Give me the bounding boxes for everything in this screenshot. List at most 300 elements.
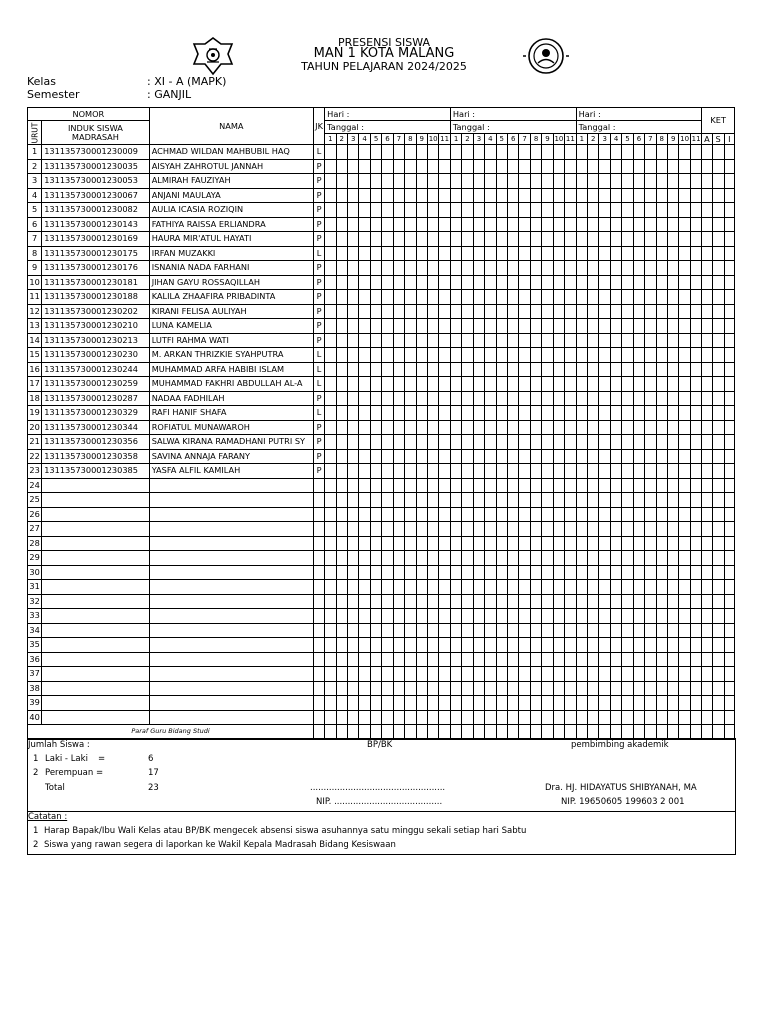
attendance-cell (622, 435, 633, 450)
attendance-cell (462, 159, 473, 174)
attendance-cell (553, 145, 564, 160)
paraf-cell (450, 725, 461, 740)
attendance-cell (702, 232, 712, 247)
attendance-cell (553, 203, 564, 218)
attendance-cell (656, 246, 667, 261)
attendance-cell (633, 217, 644, 232)
attendance-cell (656, 478, 667, 493)
attendance-cell (565, 290, 577, 305)
attendance-cell (656, 362, 667, 377)
attendance-cell (599, 681, 610, 696)
student-name (149, 507, 313, 522)
attendance-cell (325, 159, 336, 174)
attendance-cell (370, 652, 381, 667)
attendance-cell (553, 580, 564, 595)
paraf-cell (610, 725, 621, 740)
pembimbing-label: pembimbing akademik (571, 740, 669, 750)
attendance-cell (427, 246, 438, 261)
attendance-cell (668, 536, 679, 551)
attendance-cell (336, 333, 347, 348)
attendance-cell (336, 304, 347, 319)
attendance-cell (336, 696, 347, 711)
student-no: 6 (28, 217, 42, 232)
attendance-cell (359, 449, 370, 464)
attendance-cell (542, 275, 553, 290)
student-nis: 131135730001230385 (42, 464, 150, 479)
attendance-cell (473, 551, 484, 566)
attendance-cell (542, 362, 553, 377)
day-number: 8 (405, 134, 416, 145)
paraf-cell (724, 725, 734, 740)
attendance-cell (416, 464, 427, 479)
attendance-cell (645, 551, 656, 566)
attendance-cell (576, 696, 587, 711)
attendance-cell (485, 420, 496, 435)
attendance-cell (370, 696, 381, 711)
attendance-cell (656, 420, 667, 435)
attendance-cell (702, 261, 712, 276)
attendance-cell (325, 667, 336, 682)
attendance-cell (439, 493, 451, 508)
attendance-cell (519, 304, 530, 319)
attendance-cell (348, 580, 359, 595)
student-nis: 131135730001230210 (42, 319, 150, 334)
attendance-cell (668, 681, 679, 696)
student-name (149, 522, 313, 537)
attendance-cell (542, 710, 553, 725)
attendance-cell (702, 580, 712, 595)
attendance-cell (496, 609, 507, 624)
student-nis: 131135730001230181 (42, 275, 150, 290)
attendance-cell (668, 188, 679, 203)
attendance-cell (519, 594, 530, 609)
day-number: 9 (542, 134, 553, 145)
paraf-cell (565, 725, 577, 740)
student-jk (314, 623, 325, 638)
attendance-cell (576, 435, 587, 450)
attendance-cell (679, 696, 690, 711)
attendance-cell (702, 348, 712, 363)
attendance-cell (553, 217, 564, 232)
attendance-cell (393, 623, 404, 638)
attendance-cell (405, 159, 416, 174)
attendance-cell (553, 290, 564, 305)
attendance-cell (519, 420, 530, 435)
attendance-cell (439, 696, 451, 711)
student-jk: P (314, 188, 325, 203)
attendance-cell (679, 580, 690, 595)
attendance-cell (462, 348, 473, 363)
attendance-cell (588, 406, 599, 421)
attendance-cell (393, 246, 404, 261)
paraf-cell (314, 725, 325, 740)
attendance-cell (668, 464, 679, 479)
attendance-cell (496, 478, 507, 493)
attendance-cell (439, 362, 451, 377)
attendance-cell (359, 681, 370, 696)
attendance-cell (336, 667, 347, 682)
attendance-cell (519, 435, 530, 450)
attendance-cell (325, 710, 336, 725)
attendance-cell (542, 290, 553, 305)
attendance-cell (702, 551, 712, 566)
attendance-cell (565, 609, 577, 624)
attendance-cell (656, 638, 667, 653)
attendance-cell (542, 261, 553, 276)
attendance-cell (496, 145, 507, 160)
attendance-cell (690, 435, 702, 450)
student-no: 19 (28, 406, 42, 421)
attendance-cell (599, 406, 610, 421)
attendance-cell (588, 333, 599, 348)
student-jk (314, 580, 325, 595)
attendance-cell (645, 449, 656, 464)
attendance-cell (473, 420, 484, 435)
attendance-cell (393, 580, 404, 595)
attendance-cell (702, 420, 712, 435)
attendance-cell (382, 188, 393, 203)
attendance-cell (325, 246, 336, 261)
attendance-cell (679, 652, 690, 667)
attendance-cell (712, 507, 724, 522)
attendance-cell (485, 522, 496, 537)
attendance-cell (679, 507, 690, 522)
attendance-cell (348, 464, 359, 479)
attendance-cell (565, 203, 577, 218)
attendance-cell (633, 145, 644, 160)
attendance-cell (450, 435, 461, 450)
attendance-cell (668, 565, 679, 580)
paraf-cell (485, 725, 496, 740)
attendance-cell (656, 710, 667, 725)
student-no: 20 (28, 420, 42, 435)
attendance-cell (668, 377, 679, 392)
attendance-cell (508, 174, 519, 189)
attendance-cell (656, 522, 667, 537)
attendance-cell (565, 188, 577, 203)
student-no: 11 (28, 290, 42, 305)
attendance-cell (645, 609, 656, 624)
attendance-cell (439, 652, 451, 667)
attendance-cell (462, 420, 473, 435)
hari-header: Hari : (325, 108, 451, 121)
tanggal-header: Tanggal : (325, 121, 451, 134)
attendance-cell (325, 145, 336, 160)
attendance-cell (382, 449, 393, 464)
paraf-cell (576, 725, 587, 740)
student-no: 35 (28, 638, 42, 653)
attendance-cell (576, 638, 587, 653)
attendance-cell (405, 391, 416, 406)
attendance-cell (712, 333, 724, 348)
attendance-cell (405, 232, 416, 247)
student-row (28, 174, 735, 189)
attendance-cell (712, 174, 724, 189)
attendance-cell (668, 623, 679, 638)
attendance-cell (416, 551, 427, 566)
attendance-cell (427, 696, 438, 711)
student-no: 15 (28, 348, 42, 363)
attendance-cell (530, 435, 541, 450)
attendance-cell (393, 667, 404, 682)
paraf-cell (599, 725, 610, 740)
student-jk: P (314, 261, 325, 276)
attendance-cell (519, 478, 530, 493)
attendance-cell (656, 159, 667, 174)
attendance-cell (599, 217, 610, 232)
attendance-cell (576, 551, 587, 566)
attendance-cell (348, 623, 359, 638)
attendance-cell (599, 652, 610, 667)
attendance-cell (416, 261, 427, 276)
attendance-cell (382, 681, 393, 696)
attendance-cell (427, 594, 438, 609)
attendance-cell (370, 493, 381, 508)
attendance-cell (565, 681, 577, 696)
note-1: Harap Bapak/Ibu Wali Kelas atau BP/BK mengecek absensi siswa asuhannya satu minggu sekali setiap hari Sabtu (44, 826, 527, 836)
attendance-cell (656, 464, 667, 479)
attendance-cell (508, 478, 519, 493)
attendance-cell (508, 304, 519, 319)
attendance-cell (679, 304, 690, 319)
attendance-cell (382, 232, 393, 247)
attendance-cell (599, 638, 610, 653)
attendance-cell (530, 623, 541, 638)
attendance-cell (359, 652, 370, 667)
student-nis: 131135730001230009 (42, 145, 150, 160)
attendance-cell (382, 464, 393, 479)
attendance-cell (485, 203, 496, 218)
attendance-cell (439, 623, 451, 638)
student-no: 34 (28, 623, 42, 638)
attendance-cell (645, 406, 656, 421)
attendance-cell (576, 580, 587, 595)
attendance-cell (473, 449, 484, 464)
day-number: 3 (599, 134, 610, 145)
attendance-cell (496, 290, 507, 305)
attendance-cell (588, 478, 599, 493)
attendance-cell (382, 203, 393, 218)
attendance-cell (712, 246, 724, 261)
attendance-cell (473, 174, 484, 189)
attendance-cell (622, 652, 633, 667)
attendance-cell (508, 667, 519, 682)
attendance-cell (553, 232, 564, 247)
attendance-cell (462, 609, 473, 624)
attendance-cell (690, 348, 702, 363)
attendance-cell (542, 348, 553, 363)
attendance-cell (633, 362, 644, 377)
attendance-cell (485, 435, 496, 450)
student-row (28, 652, 735, 667)
attendance-cell (690, 493, 702, 508)
attendance-cell (622, 594, 633, 609)
attendance-cell (588, 391, 599, 406)
student-name: ACHMAD WILDAN MAHBUBIL HAQ (149, 145, 313, 160)
header-title: PRESENSI SISWA (337, 36, 431, 49)
attendance-cell (565, 449, 577, 464)
attendance-cell (439, 420, 451, 435)
attendance-cell (496, 580, 507, 595)
attendance-cell (473, 261, 484, 276)
attendance-cell (679, 681, 690, 696)
attendance-cell (348, 420, 359, 435)
attendance-cell (542, 594, 553, 609)
attendance-cell (462, 290, 473, 305)
attendance-cell (427, 507, 438, 522)
student-name: NADAA FADHILAH (149, 391, 313, 406)
attendance-cell (599, 174, 610, 189)
attendance-cell (553, 681, 564, 696)
attendance-cell (439, 391, 451, 406)
attendance-cell (485, 493, 496, 508)
attendance-cell (370, 348, 381, 363)
paraf-cell (679, 725, 690, 740)
student-jk: P (314, 232, 325, 247)
attendance-cell (656, 203, 667, 218)
attendance-cell (599, 362, 610, 377)
attendance-cell (439, 232, 451, 247)
attendance-cell (553, 435, 564, 450)
attendance-cell (712, 478, 724, 493)
attendance-cell (450, 478, 461, 493)
student-nis: 131135730001230230 (42, 348, 150, 363)
attendance-cell (553, 449, 564, 464)
attendance-cell (462, 565, 473, 580)
student-jk (314, 681, 325, 696)
attendance-cell (530, 290, 541, 305)
attendance-cell (610, 217, 621, 232)
attendance-cell (359, 377, 370, 392)
attendance-cell (348, 174, 359, 189)
attendance-cell (439, 304, 451, 319)
attendance-cell (325, 638, 336, 653)
attendance-cell (462, 319, 473, 334)
student-no: 8 (28, 246, 42, 261)
day-number: 2 (336, 134, 347, 145)
attendance-cell (633, 536, 644, 551)
student-jk (314, 565, 325, 580)
attendance-cell (633, 333, 644, 348)
student-name (149, 623, 313, 638)
induk-header (42, 121, 150, 145)
attendance-cell (439, 159, 451, 174)
attendance-cell (473, 507, 484, 522)
student-row (28, 261, 735, 276)
attendance-cell (427, 217, 438, 232)
attendance-cell (690, 710, 702, 725)
attendance-cell (485, 217, 496, 232)
attendance-cell (359, 188, 370, 203)
attendance-cell (439, 275, 451, 290)
attendance-cell (382, 246, 393, 261)
attendance-cell (702, 406, 712, 421)
attendance-cell (553, 319, 564, 334)
attendance-cell (724, 174, 734, 189)
attendance-cell (690, 290, 702, 305)
attendance-cell (427, 188, 438, 203)
attendance-cell (712, 203, 724, 218)
attendance-cell (645, 333, 656, 348)
attendance-cell (565, 652, 577, 667)
attendance-cell (724, 406, 734, 421)
attendance-cell (393, 377, 404, 392)
attendance-cell (427, 232, 438, 247)
attendance-cell (496, 420, 507, 435)
attendance-cell (427, 681, 438, 696)
attendance-cell (336, 594, 347, 609)
attendance-cell (668, 594, 679, 609)
attendance-cell (588, 188, 599, 203)
attendance-cell (416, 174, 427, 189)
attendance-cell (656, 391, 667, 406)
attendance-cell (530, 478, 541, 493)
student-no: 30 (28, 565, 42, 580)
attendance-cell (599, 420, 610, 435)
attendance-cell (565, 710, 577, 725)
paraf-row (28, 725, 735, 740)
student-jk (314, 667, 325, 682)
attendance-cell (325, 609, 336, 624)
attendance-cell (576, 449, 587, 464)
attendance-cell (485, 623, 496, 638)
student-name: ANJANI MAULAYA (149, 188, 313, 203)
attendance-cell (530, 464, 541, 479)
attendance-cell (633, 580, 644, 595)
attendance-cell (336, 275, 347, 290)
attendance-cell (588, 261, 599, 276)
attendance-cell (542, 159, 553, 174)
student-row (28, 377, 735, 392)
paraf-cell (702, 725, 712, 740)
student-row (28, 246, 735, 261)
student-name (149, 594, 313, 609)
attendance-cell (645, 435, 656, 450)
student-row (28, 551, 735, 566)
attendance-cell (382, 290, 393, 305)
attendance-cell (496, 275, 507, 290)
attendance-cell (565, 522, 577, 537)
bpbk-nip: NIP. ........................................ (316, 797, 443, 807)
attendance-cell (576, 217, 587, 232)
attendance-cell (576, 594, 587, 609)
attendance-cell (610, 493, 621, 508)
attendance-cell (599, 667, 610, 682)
attendance-cell (712, 565, 724, 580)
attendance-cell (485, 638, 496, 653)
attendance-cell (530, 232, 541, 247)
attendance-cell (622, 319, 633, 334)
attendance-cell (542, 464, 553, 479)
attendance-cell (427, 420, 438, 435)
student-no: 12 (28, 304, 42, 319)
attendance-cell (633, 493, 644, 508)
attendance-cell (496, 246, 507, 261)
student-nis (42, 536, 150, 551)
attendance-cell (382, 391, 393, 406)
attendance-cell (679, 449, 690, 464)
attendance-cell (462, 174, 473, 189)
attendance-cell (427, 536, 438, 551)
attendance-cell (473, 638, 484, 653)
student-no: 10 (28, 275, 42, 290)
laki-value: 6 (148, 754, 154, 764)
attendance-cell (370, 391, 381, 406)
student-nis: 131135730001230143 (42, 217, 150, 232)
attendance-cell (325, 435, 336, 450)
attendance-cell (325, 391, 336, 406)
attendance-cell (427, 275, 438, 290)
